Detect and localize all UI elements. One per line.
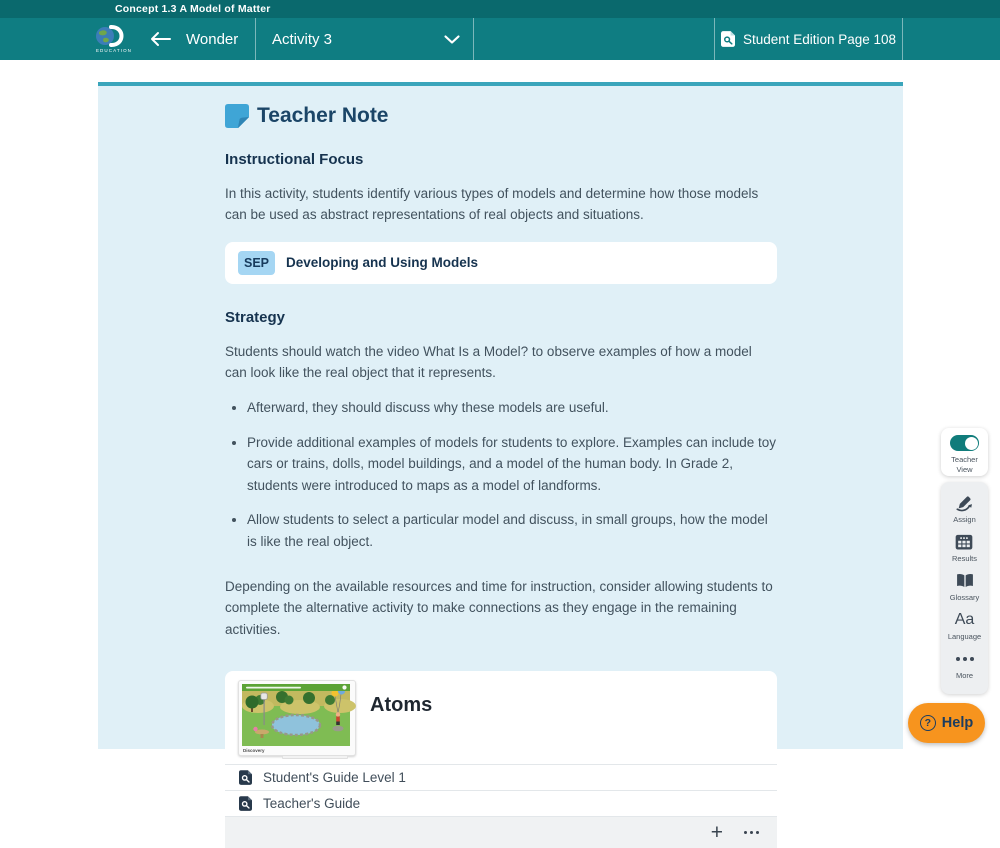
pdf-icon: [721, 31, 735, 47]
thumbnail-stand: [282, 755, 348, 759]
sep-label: Developing and Using Models: [286, 254, 479, 270]
teacher-note-title: Teacher Note: [257, 104, 389, 127]
logo-education-text: EDUCATION: [95, 48, 133, 53]
unit-title: Wonder: [186, 30, 239, 48]
language-icon: Aa: [954, 611, 975, 628]
breadcrumb-bar: [0, 0, 1000, 18]
help-label: Help: [941, 715, 974, 731]
glossary-icon: [955, 571, 975, 591]
back-button[interactable]: [150, 32, 171, 46]
activity-label: Activity 3: [272, 30, 333, 48]
header-right-pad: [903, 18, 1000, 60]
strategy-heading: Strategy: [225, 308, 286, 326]
park-scene-image: [242, 684, 350, 746]
tool-label: Assign: [953, 515, 976, 524]
strategy-bullet: • Afterward, they should discuss why these models are useful.: [247, 397, 777, 419]
breadcrumb: Concept 1.3 A Model of Matter: [115, 3, 271, 15]
teacher-view-toggle[interactable]: [950, 435, 979, 451]
resource-card: [225, 671, 777, 848]
back-arrow-icon: [150, 32, 171, 46]
tool-more[interactable]: [956, 649, 974, 680]
activity-dropdown[interactable]: [255, 18, 474, 60]
resource-card-footer: +: [225, 816, 777, 848]
sep-card: [225, 242, 777, 284]
tool-language[interactable]: [948, 610, 981, 641]
thumbnail-frame: [238, 680, 356, 756]
resource-title[interactable]: Atoms: [370, 694, 433, 717]
strategy-bullet: • Provide additional examples of models for students to explore. Examples can include toy cars or trains, dolls, model buildings, and a model of the human body. In Grade 2, students were introduced to maps as a model of landforms.: [247, 432, 777, 497]
help-button[interactable]: [908, 703, 985, 743]
resource-card-header: [225, 671, 777, 764]
instructional-focus-text: In this activity, students identify various types of models and determine how those models can be used as abstract representations of real objects and situations.: [225, 185, 759, 223]
teacher-note-icon: [225, 104, 249, 128]
resource-row-students-guide[interactable]: [225, 764, 777, 790]
teacher-note-content: [225, 99, 777, 848]
thumbnail-brand-text: Discovery: [243, 748, 265, 754]
globe-d-icon: [95, 25, 133, 47]
pdf-icon: [239, 770, 252, 785]
discovery-education-logo[interactable]: [95, 25, 133, 53]
toggle-knob: [965, 437, 978, 450]
app-header: [0, 18, 1000, 60]
tool-assign[interactable]: [953, 493, 976, 524]
tool-glossary[interactable]: [950, 571, 980, 602]
pdf-icon: [239, 796, 252, 811]
strategy-bullet: • Allow students to select a particular model and discuss, in small groups, how the model is like the real object.: [247, 509, 777, 552]
tools-panel: [941, 482, 988, 694]
teacher-view-card: [941, 428, 988, 476]
resource-row-teachers-guide[interactable]: [225, 790, 777, 816]
content-panel: [98, 82, 903, 844]
instructional-focus-heading: Instructional Focus: [225, 150, 364, 168]
resource-row-label: Student's Guide Level 1: [263, 770, 406, 786]
strategy-intro: Students should watch the video What Is a Model? to observe examples of how a model can look like the real object that it represents.: [225, 343, 752, 381]
resource-row-label: Teacher's Guide: [263, 796, 361, 812]
strategy-outro: Depending on the available resources and time for instruction, consider allowing students to complete the alternative activity to make connections as they engage in the remaining activities.: [225, 578, 773, 637]
more-icon: [956, 649, 974, 669]
tool-results[interactable]: [952, 532, 977, 563]
teacher-note-header: [225, 99, 777, 133]
chevron-down-icon: [444, 35, 460, 44]
header-left: [0, 18, 255, 60]
tool-label: More: [955, 671, 974, 680]
header-spacer: [474, 18, 715, 60]
tool-label: Results: [951, 554, 977, 563]
student-edition-label: Student Edition Page 108: [742, 31, 897, 47]
more-options-icon[interactable]: [744, 831, 759, 834]
tool-label: Language: [947, 632, 982, 641]
assign-icon: [954, 493, 974, 513]
sep-badge: SEP: [238, 251, 275, 275]
teacher-view-label: Teacher View: [951, 455, 978, 474]
results-icon: [954, 532, 974, 552]
tool-label: Glossary: [949, 593, 980, 602]
strategy-bullet-list: [225, 397, 777, 553]
question-icon: ?: [920, 715, 936, 731]
student-edition-link[interactable]: [715, 18, 903, 60]
atoms-thumbnail[interactable]: [238, 680, 356, 756]
